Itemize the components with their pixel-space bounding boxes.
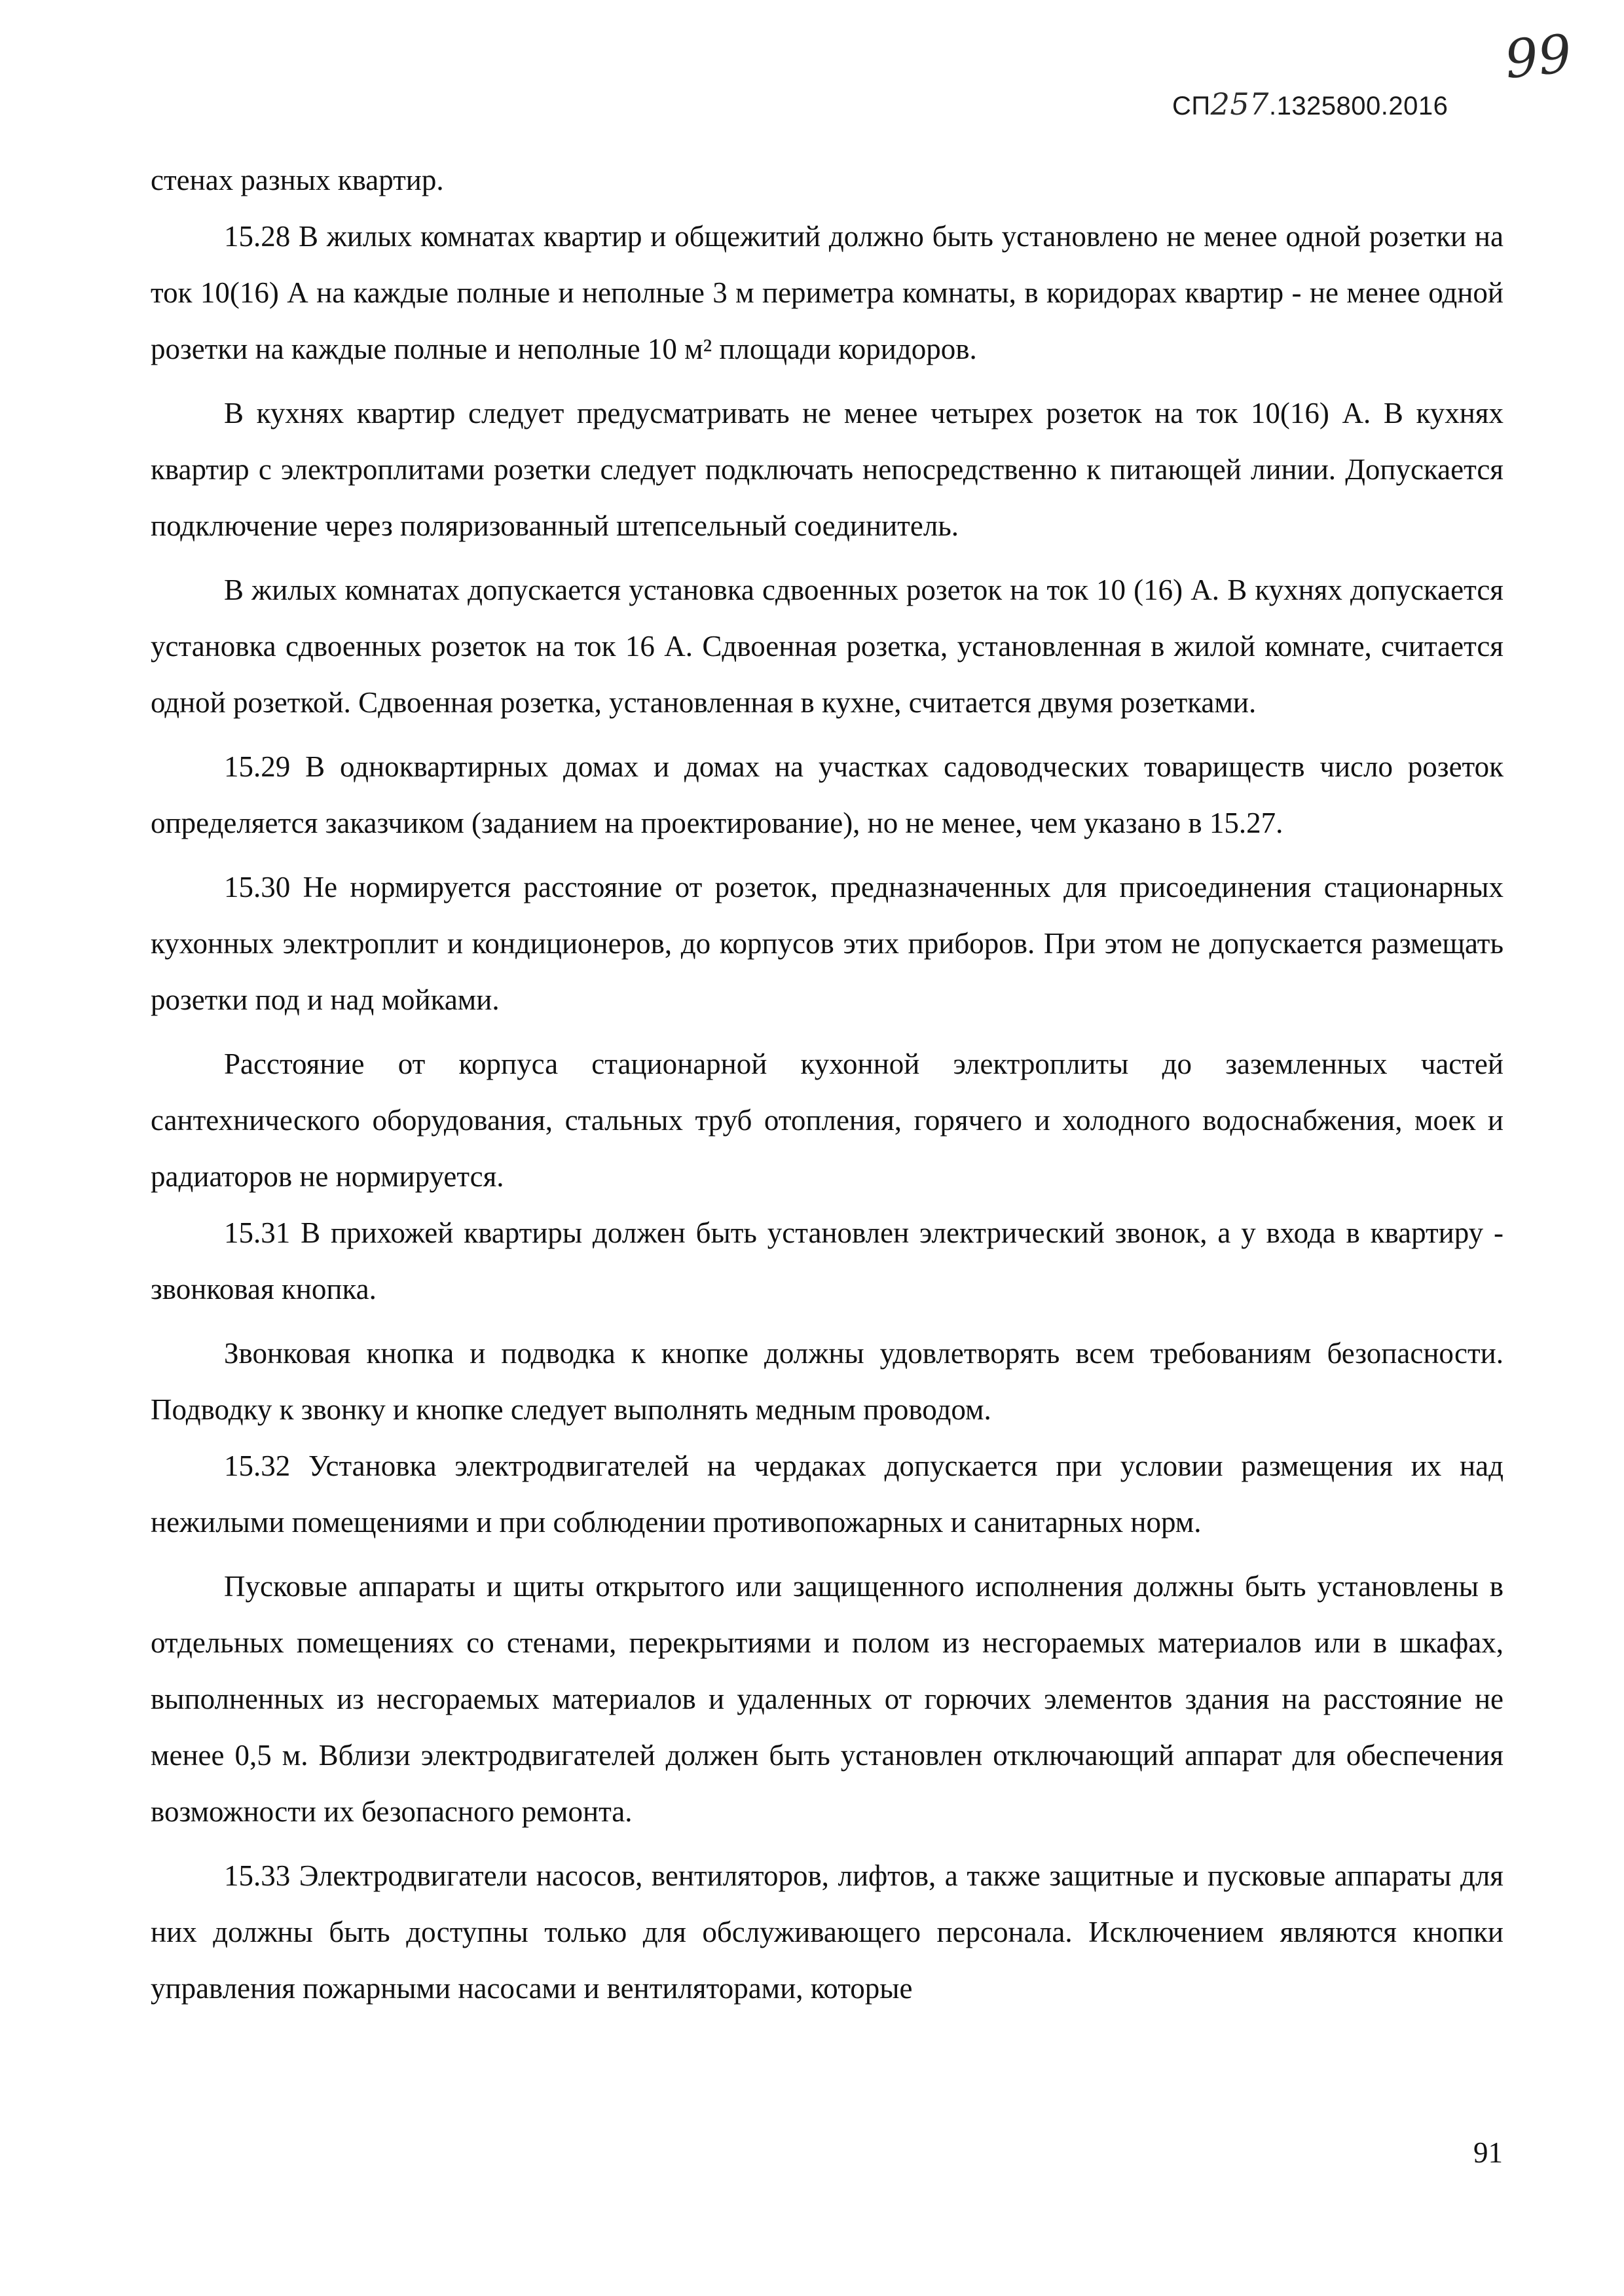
document-code-prefix: СП [1172,92,1211,120]
paragraph-starters: Пусковые аппараты и щиты открытого или защищенного исполнения должны быть установлены в отдельных помещениях со стенами, перекрытиями и полом из несгораемых материалов или в шкафах, выполненных из несгораемых материалов и удаленных от горючих элементов здания на расстояние не менее 0,5 м. Вблизи электродвигателей должен быть установлен отключающий аппарат для обеспечения возможности их безопасного ремонта. [151,1570,1504,1828]
paragraph-bell-button: Звонковая кнопка и подводка к кнопке должны удовлетворять всем требованиям безопасности. Подводку к звонку и кнопке следует выполнять медным проводом. [151,1337,1504,1426]
document-body [151,152,1504,2016]
paragraph-15-31: 15.31 В прихожей квартиры должен быть установлен электрический звонок, а у входа в квартиру - звонковая кнопка. [151,1216,1504,1305]
document-code [1172,86,1448,122]
paragraph-15-28: 15.28 В жилых комнатах квартир и общежитий должно быть установлено не менее одной розетки на ток 10(16) А на каждые полные и неполные 3 м периметра комнаты, в коридорах квартир - не менее одной розетки на каждые полные и неполные 10 м² площади коридоров. [151,220,1504,365]
paragraph-kitchens: В кухнях квартир следует предусматривать не менее четырех розеток на ток 10(16) А. В кухнях квартир с электроплитами розетки следует подключать непосредственно к питающей линии. Допускается подключение через поляризованный штепсельный соединитель. [151,397,1504,542]
paragraph-15-33: 15.33 Электродвигатели насосов, вентиляторов, лифтов, а также защитные и пусковые аппараты для них должны быть доступны только для обслуживающего персонала. Исключением являются кнопки управления пожарными насосами и вентиляторами, которые [151,1859,1504,2005]
handwritten-sheet-number: 99 [1502,22,1575,91]
page-number: 91 [1473,2136,1503,2169]
paragraph-continuation: стенах разных квартир. [151,164,444,196]
paragraph-stove-distance: Расстояние от корпуса стационарной кухонной электроплиты до заземленных частей сантехнического оборудования, стальных труб отопления, горячего и холодного водоснабжения, моек и радиаторов не нормируется. [151,1048,1504,1193]
paragraph-15-29: 15.29 В одноквартирных домах и домах на участках садоводческих товариществ число розеток определяется заказчиком (заданием на проектирование), но не менее, чем указано в 15.27. [151,750,1504,839]
paragraph-15-32: 15.32 Установка электродвигателей на чердаках допускается при условии размещения их над нежилыми помещениями и при соблюдении противопожарных и санитарных норм. [151,1449,1504,1539]
paragraph-double-sockets: В жилых комнатах допускается установка сдвоенных розеток на ток 10 (16) А. В кухнях допускается установка сдвоенных розеток на ток 16 А. Сдвоенная розетка, установленная в жилой комнате, считается одной розеткой. Сдвоенная розетка, установленная в кухне, считается двумя розетками. [151,574,1504,719]
document-code-suffix: .1325800.2016 [1268,92,1449,120]
paragraph-15-30: 15.30 Не нормируется расстояние от розеток, предназначенных для присоединения стационарных кухонных электроплит и кондиционеров, до корпусов этих приборов. При этом не допускается размещать розетки под и над мойками. [151,871,1504,1016]
document-code-handwritten: 257 [1210,86,1269,122]
